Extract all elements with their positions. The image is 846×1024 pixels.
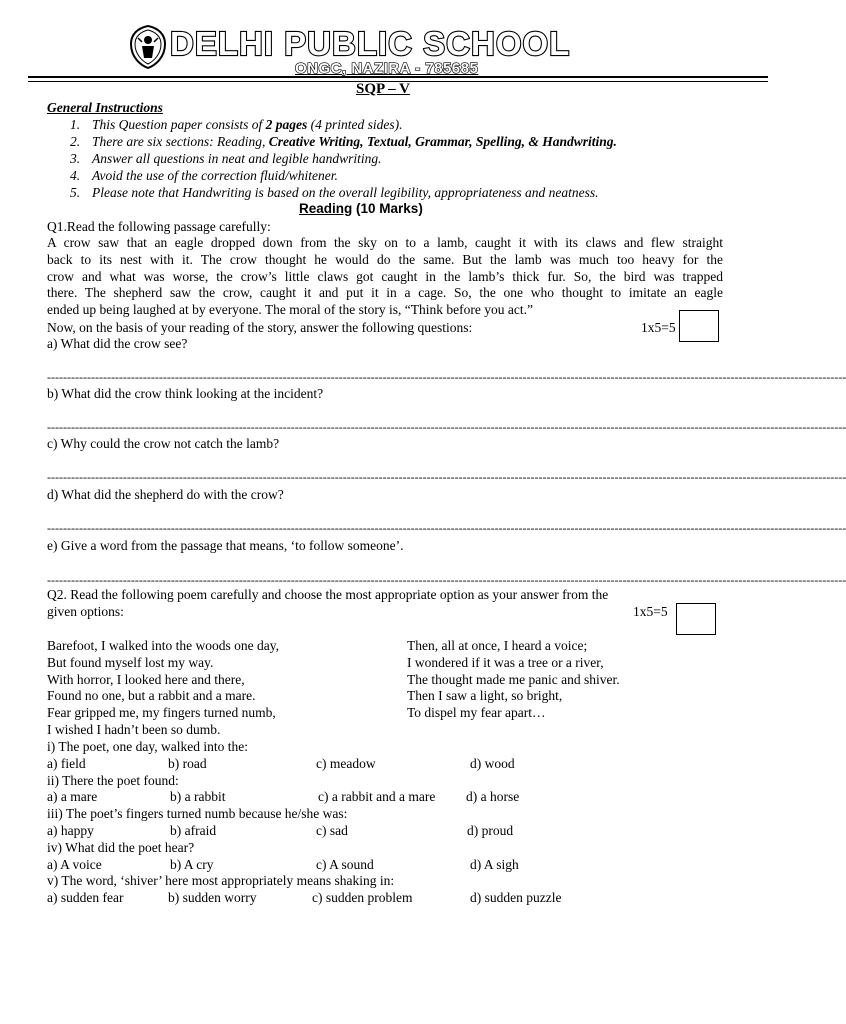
instruction-text: This Question paper consists of (92, 117, 266, 132)
instruction-number: 4. (70, 168, 81, 183)
mcq-option[interactable]: c) sudden problem (312, 890, 413, 906)
reading-heading: Reading (299, 201, 353, 216)
q1-question: e) Give a word from the passage that means, ‘to follow someone’. (47, 538, 404, 553)
passage-line: crow and what was worse, the crow’s little claws got caught in the lamb’s thick fur. So, the bird was trapped (47, 268, 723, 284)
poem-line: Then, all at once, I heard a voice; (407, 638, 588, 653)
school-logo-emblem (128, 24, 168, 70)
instruction-number: 5. (70, 185, 81, 200)
poem-line: Fear gripped me, my fingers turned numb, (47, 705, 276, 721)
answer-line[interactable]: -------------------------------------------------------------------------------------------------------------------------------------------------------------------------------------------------------- (47, 370, 846, 384)
passage-line: back to its nest with it. The crow thought he would do the same. But the lamb was much too heavy for the (47, 251, 723, 267)
poem-line: But found myself lost my way. (47, 654, 214, 670)
paper-title: SQP – V (356, 81, 410, 97)
mcq-option[interactable]: b) afraid (170, 823, 217, 838)
poem-line: The thought made me panic and shiver. (407, 671, 620, 687)
answer-line[interactable]: -------------------------------------------------------------------------------------------------------------------------------------------------------------------------------------------------------- (47, 470, 846, 484)
instruction-bold-text: Creative Writing, Textual, Grammar, Spelling, & Handwriting. (268, 134, 617, 149)
instruction-item (70, 168, 338, 184)
instruction-text: Avoid the use of the correction fluid/whitener. (92, 168, 338, 183)
q1-prompt: Q1.Read the following passage carefully: (47, 219, 271, 234)
poem-line: I wondered if it was a tree or a river, (407, 654, 604, 670)
mcq-question: i) The poet, one day, walked into the: (47, 739, 248, 754)
passage-line: A crow saw that an eagle dropped down from the sky on to a lamb, caught it with its claws and flew straight (47, 235, 723, 250)
mcq-question: iv) What did the poet hear? (47, 839, 195, 855)
instruction-text: Answer all questions in neat and legible handwriting. (92, 151, 382, 166)
instruction-item (70, 117, 403, 133)
mcq-option[interactable]: c) A sound (316, 856, 374, 872)
answer-line[interactable]: -------------------------------------------------------------------------------------------------------------------------------------------------------------------------------------------------------- (47, 420, 846, 434)
mcq-option[interactable]: a) A voice (47, 856, 102, 872)
mcq-option[interactable]: c) meadow (316, 755, 376, 771)
q1-instruction: Now, on the basis of your reading of the story, answer the following questions: (47, 320, 473, 335)
mcq-option[interactable]: d) a horse (466, 789, 520, 805)
instruction-number: 3. (70, 151, 81, 166)
mcq-question: ii) There the poet found: (47, 772, 179, 788)
mcq-question: v) The word, ‘shiver’ here most appropriately means shaking in: (47, 873, 395, 889)
instruction-bold-text: 2 pages (265, 117, 308, 132)
instruction-item (70, 134, 617, 150)
mcq-option[interactable]: c) sad (316, 823, 348, 838)
answer-line[interactable]: -------------------------------------------------------------------------------------------------------------------------------------------------------------------------------------------------------- (47, 521, 846, 535)
poem-line: To dispel my fear apart… (407, 705, 546, 721)
poem-line: Found no one, but a rabbit and a mare. (47, 688, 256, 704)
mcq-option[interactable]: a) sudden fear (47, 890, 124, 906)
instruction-item (70, 151, 382, 167)
answer-line[interactable]: -------------------------------------------------------------------------------------------------------------------------------------------------------------------------------------------------------- (47, 573, 846, 587)
school-location: ONGC, NAZIRA - 785685 (295, 60, 479, 77)
passage-line: ended up being laughed at by everyone. The moral of the story is, “Think before you act.” (47, 302, 533, 318)
q1-question: d) What did the shepherd do with the crow? (47, 487, 284, 502)
instruction-text: Please note that Handwriting is based on the overall legibility, appropriateness and neatness. (92, 185, 599, 200)
q2-prompt-line2: given options: (47, 604, 124, 619)
q2-prompt-line1: Q2. Read the following poem carefully and choose the most appropriate option as your answer from the (47, 587, 609, 602)
section-heading-reading (299, 201, 423, 216)
poem-line: With horror, I looked here and there, (47, 671, 245, 687)
passage-line: there. The shepherd saw the crow, caught it and put it in a cage. So, the one who thought to imitate an eagle (47, 285, 723, 301)
poem-line: Then I saw a light, so bright, (407, 688, 563, 704)
mcq-option[interactable]: c) a rabbit and a mare (318, 789, 436, 805)
instruction-text: There are six sections: Reading, (92, 134, 269, 149)
instructions-title: General Instructions (47, 100, 163, 115)
q1-question: b) What did the crow think looking at the incident? (47, 386, 324, 401)
mcq-option[interactable]: a) happy (47, 823, 94, 838)
mcq-option[interactable]: b) sudden worry (168, 890, 257, 906)
mcq-option[interactable]: a) a mare (47, 789, 98, 805)
q1-marks-box[interactable] (679, 310, 719, 342)
q1-question: a) What did the crow see? (47, 336, 188, 351)
school-name: DELHI PUBLIC SCHOOL (170, 25, 571, 62)
mcq-question: iii) The poet’s fingers turned numb because he/she was: (47, 806, 348, 822)
instruction-text-end: (4 printed sides). (307, 117, 403, 132)
mcq-option[interactable]: d) sudden puzzle (470, 890, 562, 906)
mcq-option[interactable]: b) A cry (170, 856, 214, 872)
mcq-option[interactable]: b) road (168, 755, 207, 771)
instruction-item (70, 185, 598, 201)
mcq-option[interactable]: d) wood (470, 755, 515, 771)
instruction-number: 1. (70, 117, 81, 132)
instruction-number: 2. (70, 134, 81, 149)
poem-line: Barefoot, I walked into the woods one day, (47, 638, 279, 653)
header-rule (28, 76, 768, 78)
mcq-option[interactable]: d) proud (467, 823, 514, 838)
q2-marks-box[interactable] (676, 603, 716, 635)
mcq-option[interactable]: b) a rabbit (170, 789, 226, 805)
poem-line: I wished I hadn’t been so dumb. (47, 722, 221, 737)
reading-marks: (10 Marks) (356, 201, 423, 216)
q1-question: c) Why could the crow not catch the lamb? (47, 436, 280, 451)
q2-marks: 1x5=5 (633, 604, 668, 619)
q1-marks: 1x5=5 (641, 320, 676, 335)
mcq-option[interactable]: d) A sigh (470, 856, 519, 872)
mcq-option[interactable]: a) field (47, 755, 86, 771)
